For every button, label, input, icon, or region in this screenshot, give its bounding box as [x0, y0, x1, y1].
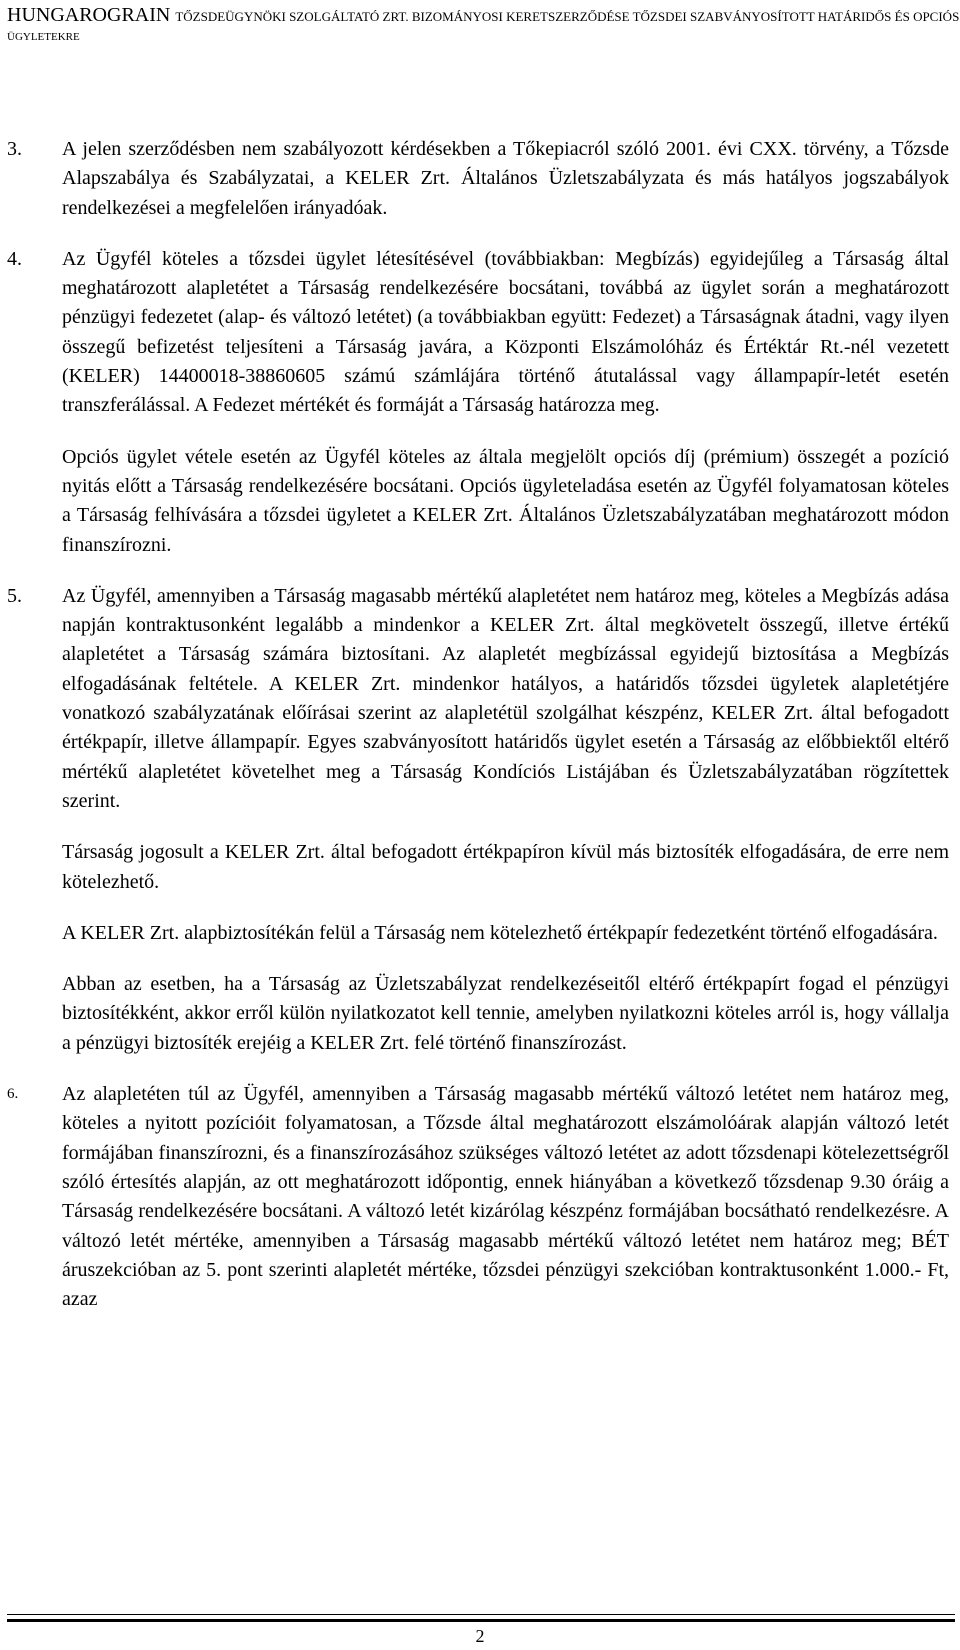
header-document-title: TŐZSDEÜGYNÖKI SZOLGÁLTATÓ ZRT. BIZOMÁNYOSI KERETSZERZŐDÉSE TŐZSDEI SZABVÁNYOSÍTOTT HATÁRIDŐS ÉS OPCIÓS	[175, 9, 960, 24]
document-body	[0, 135, 960, 1314]
section-6-paragraph-1: Az alapletéten túl az Ügyfél, amennyiben a Társaság magasabb mértékű változó letétet nem határoz meg, köteles a nyitott pozícióit folyamatosan, a Tőzsde által meghatározott elszámolóárak alapján változó letét formájában finanszírozni, és a finanszírozásához szükséges változó letétet az adott tőzsdenapi kötelezettségről szóló értesítés alapján, az ott meghatározott időpontig, ennek hiányában a következő tőzsdenap 9.30 óráig a Társaság rendelkezésére bocsátani. A változó letét kizárólag készpénz formájában bocsátható rendelkezésre. A változó letét mértéke, amennyiben a Társaság magasabb mértékű változó letétet nem határoz meg; BÉT áruszekcióban az 5. pont szerinti alapletét mértéke, tőzsdei pénzügyi szekcióban kontraktusonként 1.000.- Ft, azaz	[62, 1083, 949, 1311]
section-number: 4.	[7, 247, 22, 270]
section-number: 5.	[7, 584, 22, 607]
header-title-continued: ÜGYLETEKRE	[7, 31, 80, 43]
section-5-paragraph-1: Az Ügyfél, amennyiben a Társaság magasabb mértékű alapletétet nem határoz meg, köteles a Megbízás adása napján kontraktusonként legalább a mindenkor a KELER Zrt. által megkövetelt összegű, illetve értékű alapletétet a Társaság számára biztosítani. Az alapletét megbízással egyidejű biztosítása a Megbízás elfogadásának feltétele. A KELER Zrt. mindenkor hatályos, a határidős tőzsdei ügyletek alapletétjére vonatkozó szabályzatának előírásai szerint az alapletétül szolgálhat készpénz, KELER Zrt. által befogadott értékpapír, illetve állampapír. Egyes szabványosított határidős ügylet esetén a Társaság az előbbiektől eltérő mértékű alapletétet követelhet meg a Társaság Kondíciós Listájában és Üzletszabályzatában rögzítettek szerint.	[62, 584, 949, 812]
section-3	[0, 135, 960, 223]
page-header	[7, 2, 960, 45]
header-company-name: HUNGAROGRAIN	[7, 4, 176, 26]
section-3-paragraph-1: A jelen szerződésben nem szabályozott kérdésekben a Tőkepiacról szóló 2001. évi CXX. törvény, a Tőzsde Alapszabálya és Szabályzatai, a KELER Zrt. Általános Üzletszabályzata és más hatályos jogszabályok rendelkezései a megfelelően irányadóak.	[62, 138, 949, 219]
section-6	[0, 1080, 960, 1314]
section-4	[0, 245, 960, 560]
footer-divider-thin	[7, 1614, 955, 1615]
section-4-paragraph-1: Az Ügyfél köteles a tőzsdei ügylet létesítésével (továbbiakban: Megbízás) egyidejűleg a Társaság által meghatározott alapletétet a Társaság rendelkezésére bocsátani, továbbá az ügylet során a meghatározott pénzügyi fedezetet (alap- és változó letétet) (a továbbiakban együtt: Fedezet) a Társaságnak átadni, vagy ilyen összegű befizetést teljesíteni a Társaság javára, a Központi Elszámolóház és Értéktár Rt.-nél vezetett (KELER) 14400018-38860605 számú számlájára történő átutalással vagy állampapír-letét esetén transzferálással. A Fedezet mértékét és formáját a Társaság határozza meg.	[62, 247, 949, 417]
footer-divider-thick	[7, 1619, 955, 1622]
section-4-paragraph-2: Opciós ügylet vétele esetén az Ügyfél köteles az általa megjelölt opciós díj (prémium) összegét a pozíció nyitás előtt a Társaság rendelkezésére bocsátani. Opciós ügyleteladása esetén az Ügyfél folyamatosan köteles a Társaság felhívására a tőzsdei ügyletet a KELER Zrt. Általános Üzletszabályzatában meghatározott módon finanszírozni.	[62, 445, 949, 556]
page-number: 2	[475, 1626, 485, 1646]
section-number: 6.	[7, 1086, 19, 1103]
section-5	[0, 582, 960, 1058]
section-5-paragraph-2: Társaság jogosult a KELER Zrt. által befogadott értékpapíron kívül más biztosíték elfogadására, de erre nem kötelezhető.	[62, 841, 949, 893]
header-title	[7, 2, 960, 30]
section-number: 3.	[7, 138, 22, 160]
section-5-paragraph-4: Abban az esetben, ha a Társaság az Üzletszabályzat rendelkezéseitől eltérő értékpapírt fogad el pénzügyi biztosítékként, akkor erről külön nyilatkozatot kell tennie, amelyben nyilatkozni köteles arról is, hogy vállalja a pénzügyi biztosíték erejéig a KELER Zrt. felé történő finanszírozást.	[62, 973, 949, 1054]
section-5-paragraph-3: A KELER Zrt. alapbiztosítékán felül a Társaság nem kötelezhető értékpapír fedezetként történő elfogadására.	[62, 921, 938, 944]
